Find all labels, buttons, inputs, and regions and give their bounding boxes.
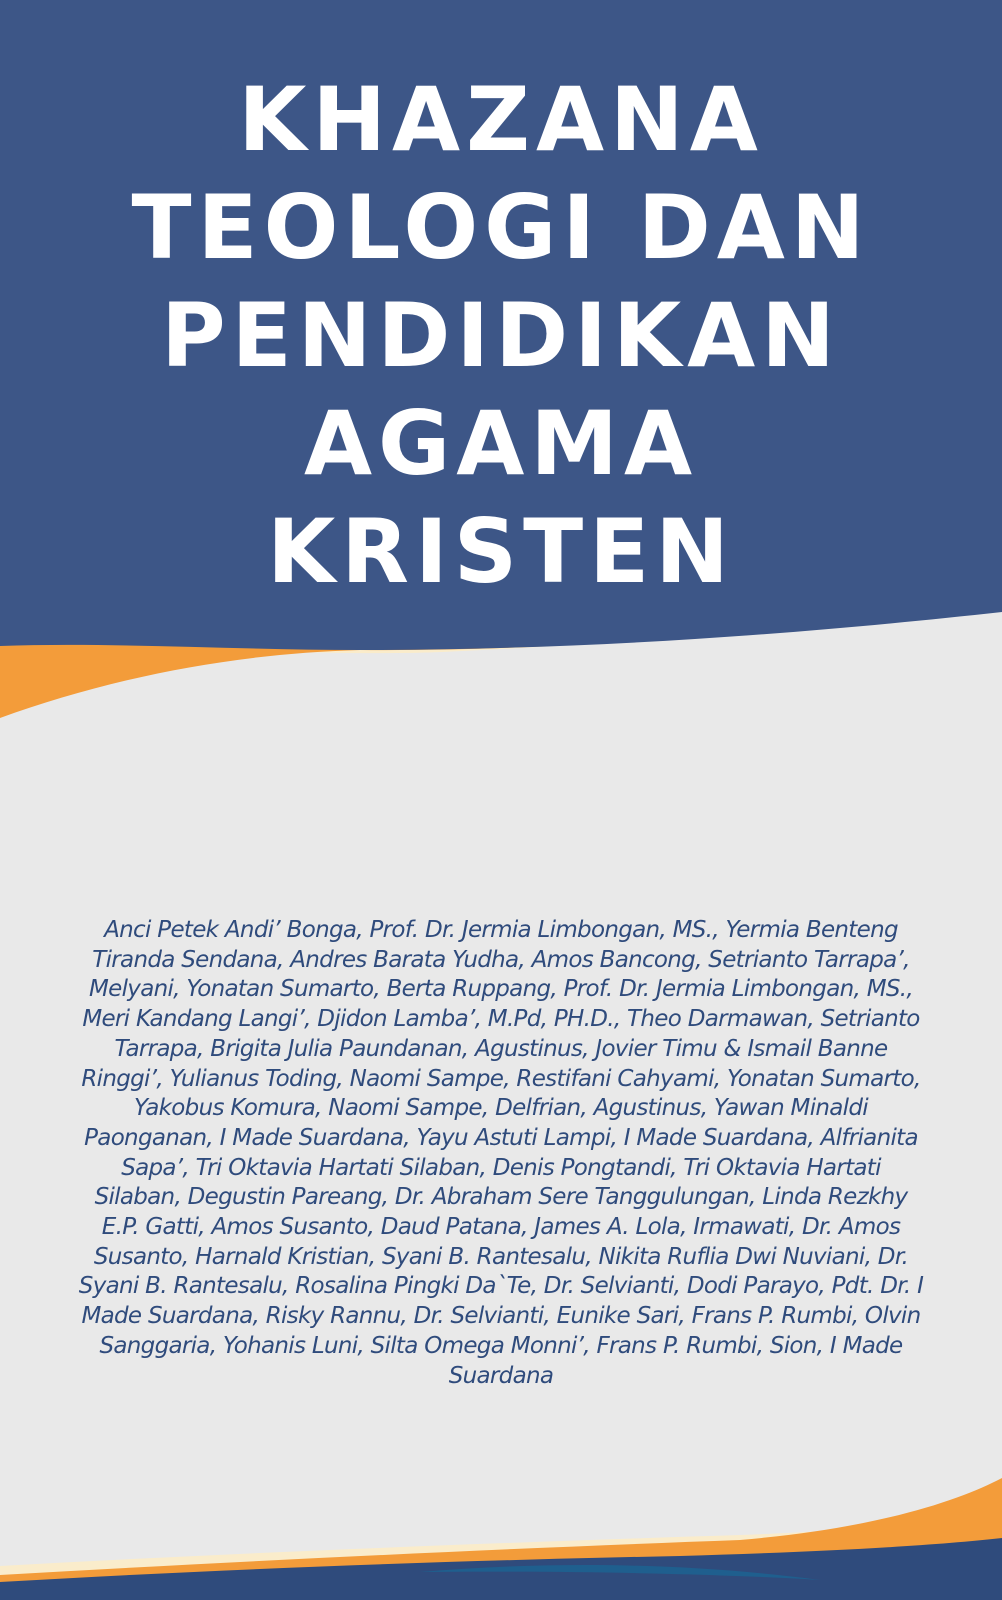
title-line: PENDIDIKAN	[161, 284, 841, 387]
author-list: Anci Petek Andi’ Bonga, Prof. Dr. Jermia Limbongan, MS., Yermia Benteng Tiranda Sendana, Andres Barata Yudha, Amos Bancong, Setrianto Tarrapa’, Melyani, Yonatan Sumarto, Berta Ruppang, Prof. Dr. Jermia Limbongan, MS., Meri Kandang Langi’, Djidon Lamba’, M.Pd, PH.D., Theo Darmawan, Setrianto Tarrapa, Brigita Julia Paundanan, Agustinus, Jovier Timu & Ismail Banne Ringgi’, Yulianus Toding, Naomi Sampe, Restifani Cahyami, Yonatan Sumarto, Yakobus Komura, Naomi Sampe, Delfrian, Agustinus, Yawan Minaldi Paonganan, I Made Suardana, Yayu Astuti Lampi, I Made Suardana, Alfrianita Sapa’, Tri Oktavia Hartati Silaban, Denis Pongtandi, Tri Oktavia Hartati Silaban, Degustin Pareang, Dr. Abraham Sere Tanggulungan, Linda Rezkhy E.P. Gatti, Amos Susanto, Daud Patana, James A. Lola, Irmawati, Dr. Amos Susanto, Harnald Kristian, Syani B. Rantesalu, Nikita Ruflia Dwi Nuviani, Dr. Syani B. Rantesalu, Rosalina Pingki Da`Te, Dr. Selvianti, Dodi Parayo, Pdt. Dr. I Made Suardana, Risky Rannu, Dr. Selvianti, Eunike Sari, Frans P. Rumbi, Olvin Sanggaria, Yohanis Luni, Silta Omega Monni’, Frans P. Rumbi, Sion, I Made Suardana	[78, 917, 924, 1389]
title-line: KHAZANA	[238, 68, 764, 171]
title-line: AGAMA	[303, 392, 699, 495]
title-line: TEOLOGI DAN	[131, 176, 871, 279]
book-title	[0, 66, 1002, 606]
title-line: KRISTEN	[267, 500, 735, 603]
